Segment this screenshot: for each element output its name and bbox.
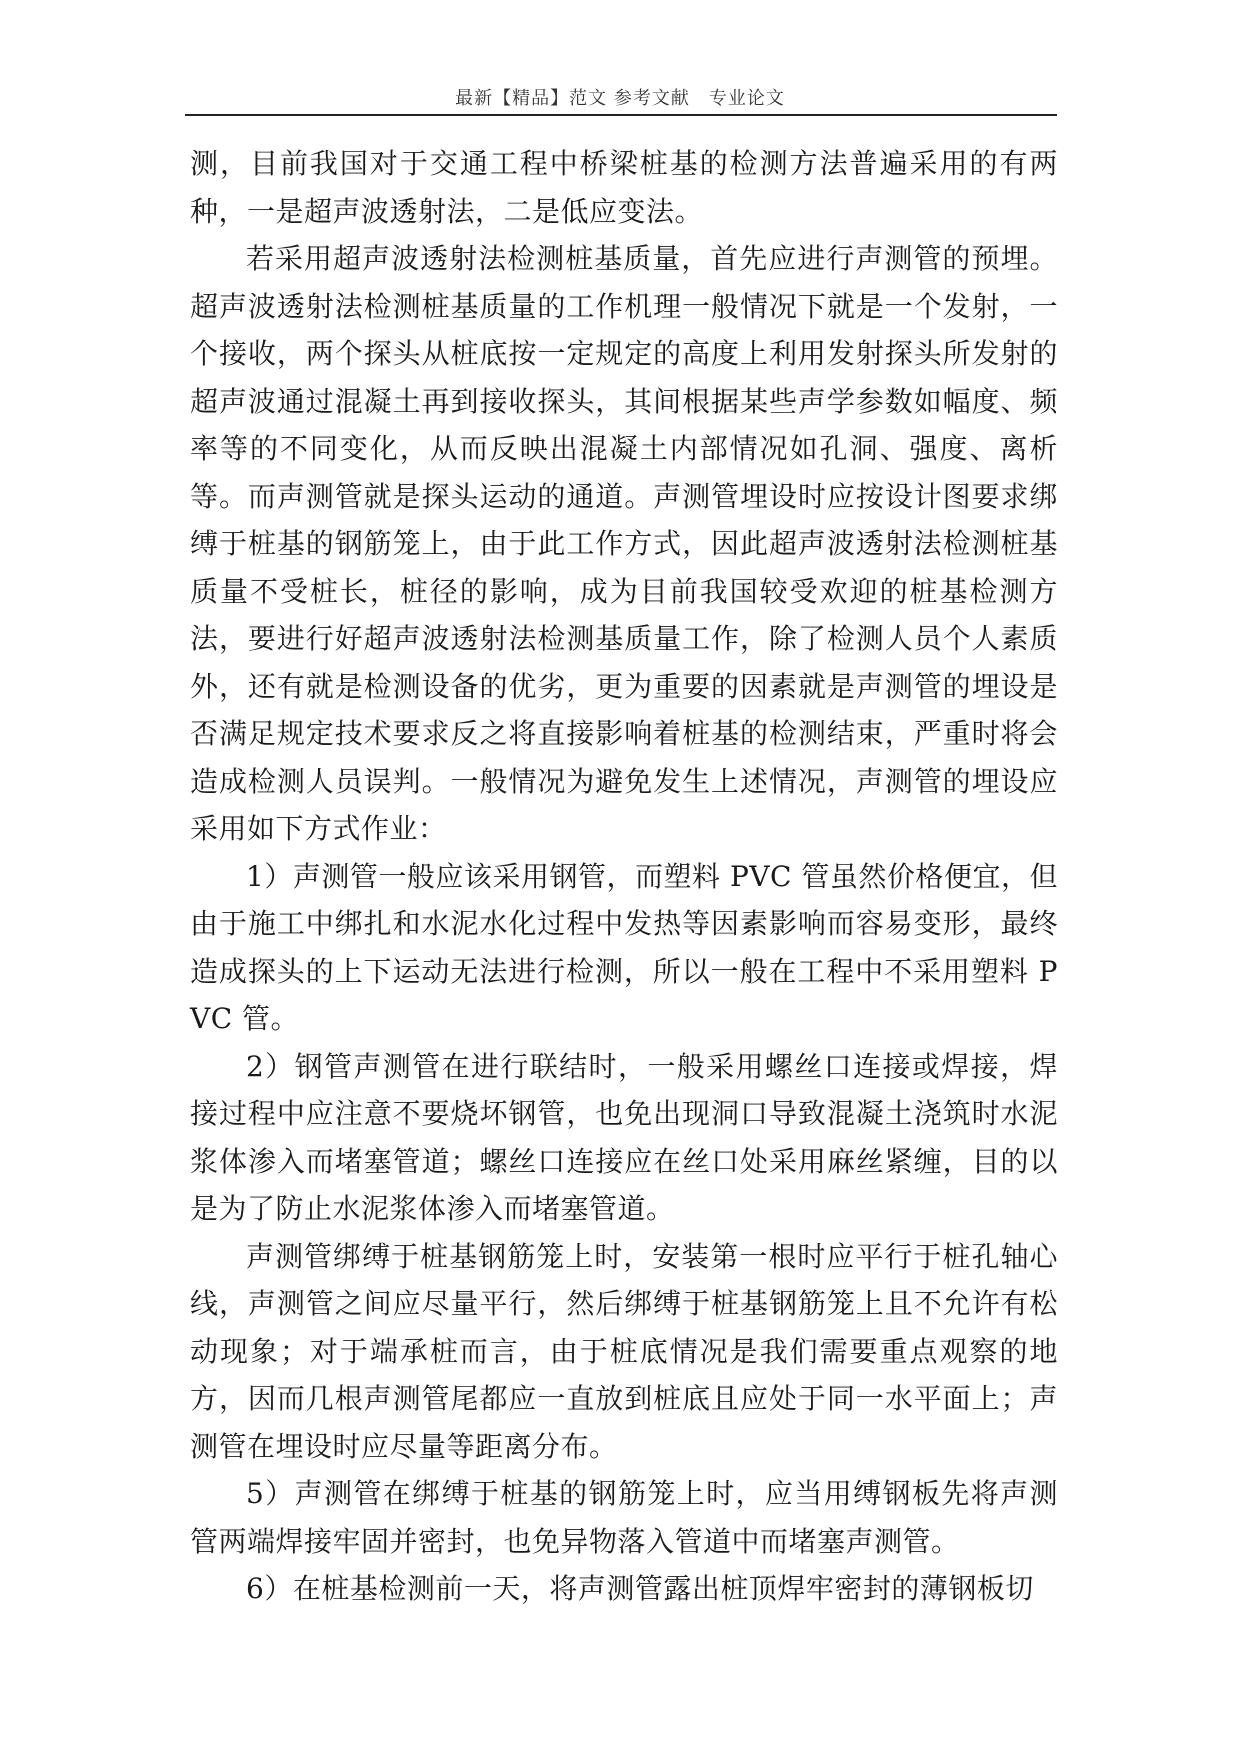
header-divider (185, 114, 1057, 116)
paragraph-5: 声测管绑缚于桩基钢筋笼上时，安装第一根时应平行于桩孔轴心线，声测管之间应尽量平行，然后绑缚于桩基钢筋笼上且不允许有松动现象；对于端承桩而言，由于桩底情况是我们需要重点观察的地方，因而几根声测管尾都应一直放到桩底且应处于同一水平面上；声测管在埋设时应尽量等距离分布。 (190, 1239, 1058, 1463)
paragraph-3: 1）声测管一般应该采用钢管，而塑料 PVC 管虽然价格便宜，但由于施工中绑扎和水泥水化过程中发热等因素影响而容易变形，最终造成探头的上下运动无法进行检测，所以一般在工程中不采用塑料 PVC 管。 (190, 859, 1058, 1035)
page-header: 最新【精品】范文 参考文献 专业论文 (455, 88, 785, 109)
paragraph-4: 2）钢管声测管在进行联结时，一般采用螺丝口连接或焊接，焊接过程中应注意不要烧坏钢管，也免出现洞口导致混凝土浇筑时水泥浆体渗入而堵塞管道；螺丝口连接应在丝口处采用麻丝紧缠，目的以是为了防止水泥浆体渗入而堵塞管道。 (190, 1049, 1058, 1225)
paragraph-6: 5）声测管在绑缚于桩基的钢筋笼上时，应当用缚钢板先将声测管两端焊接牢固并密封，也免异物落入管道中而堵塞声测管。 (190, 1477, 1058, 1558)
paragraph-7: 6）在桩基检测前一天，将声测管露出桩顶焊牢密封的薄钢板切 (246, 1572, 1034, 1605)
paragraph-2: 若采用超声波透射法检测桩基质量，首先应进行声测管的预埋。超声波透射法检测桩基质量的工作机理一般情况下就是一个发射，一个接收，两个探头从桩底按一定规定的高度上利用发射探头所发射的超声波通过混凝土再到接收探头，其间根据某些声学参数如幅度、频率等的不同变化，从而反映出混凝土内部情况如孔洞、强度、离析等。而声测管就是探头运动的通道。声测管埋设时应按设计图要求绑缚于桩基的钢筋笼上，由于此工作方式，因此超声波透射法检测桩基质量不受桩长，桩径的影响，成为目前我国较受欢迎的桩基检测方法，要进行好超声波透射法检测基质量工作，除了检测人员个人素质外，还有就是检测设备的优劣，更为重要的因素就是声测管的埋设是否满足规定技术要求反之将直接影响着桩基的检测结束，严重时将会造成检测人员误判。一般情况为避免发生上述情况，声测管的埋设应采用如下方式作业： (190, 242, 1058, 845)
paragraph-1: 测，目前我国对于交通工程中桥梁桩基的检测方法普遍采用的有两种，一是超声波透射法，二是低应变法。 (190, 147, 1058, 228)
document-body (190, 140, 1058, 1613)
